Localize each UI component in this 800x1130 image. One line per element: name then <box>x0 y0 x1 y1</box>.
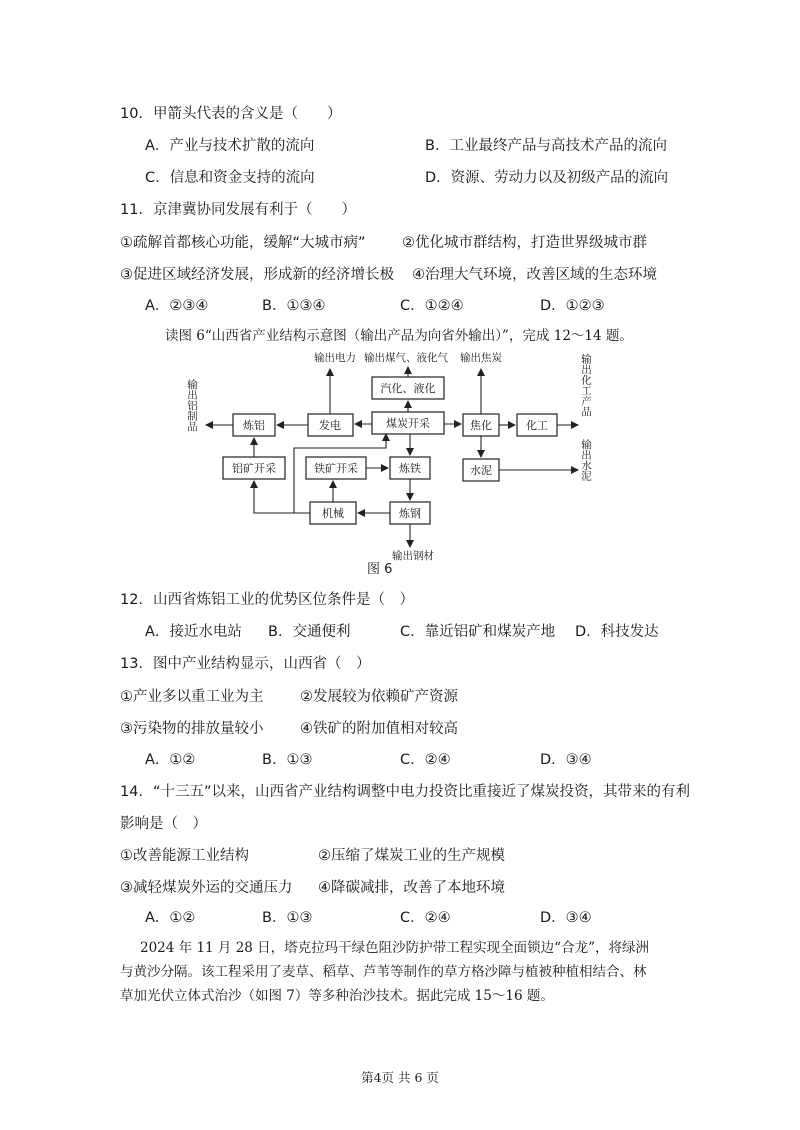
q11-option-d: D．①②③ <box>540 298 605 314</box>
box-gasify-label: 汽化、液化 <box>380 382 436 395</box>
box-machinery-label: 机械 <box>322 507 344 520</box>
label-export-chemical: 输出化工产品 <box>580 353 592 417</box>
q12-stem: 12．山西省炼铝工业的优势区位条件是（ ） <box>120 592 414 608</box>
q10-option-a: A．产业与技术扩散的流向 <box>145 138 315 154</box>
q10-option-d: D．资源、劳动力以及初级产品的流向 <box>425 170 669 186</box>
label-export-power: 输出电力 <box>314 352 356 364</box>
label-export-coke: 输出焦炭 <box>460 352 502 364</box>
q14-item-3: ③减轻煤炭外运的交通压力 <box>120 880 293 896</box>
q11-stem: 11．京津冀协同发展有利于（ ） <box>120 202 356 218</box>
q14-option-c: C．②④ <box>400 910 451 926</box>
q13-option-b: B．①③ <box>262 752 313 768</box>
intro-15-16-line-3: 草加光伏立体式治沙（如图 7）等多种治沙技术。据此完成 15～16 题。 <box>120 988 554 1004</box>
q11-option-a: A．②③④ <box>145 298 209 314</box>
q13-item-2: ②发展较为依赖矿产资源 <box>300 689 458 705</box>
q11-option-c: C．①②④ <box>400 298 464 314</box>
q14-option-b: B．①③ <box>262 910 313 926</box>
industry-structure-diagram <box>0 345 800 585</box>
page-footer: 第4页 共 6 页 <box>361 1070 439 1085</box>
intro-15-16-line-1: 2024 年 11 月 28 日，塔克拉玛干绿色阻沙防护带工程实现全面锁边“合龙”，将绿洲 <box>140 940 649 956</box>
q13-option-c: C．②④ <box>400 752 451 768</box>
intro-12-14: 读图 6“山西省产业结构示意图（输出产品为向省外输出）”，完成 12～14 题。 <box>165 328 633 344</box>
q11-item-4: ④治理大气环境，改善区域的生态环境 <box>412 267 657 283</box>
box-iron-label: 炼铁 <box>399 462 421 475</box>
q13-item-3: ③污染物的排放量较小 <box>120 721 264 737</box>
box-steel-label: 炼钢 <box>399 507 421 520</box>
q11-item-2: ②优化城市群结构，打造世界级城市群 <box>402 235 647 251</box>
q11-option-b: B．①③④ <box>262 298 326 314</box>
figure-caption: 图 6 <box>367 562 393 577</box>
box-cement-label: 水泥 <box>470 464 492 477</box>
q14-stem-line-2: 影响是（ ） <box>120 816 207 832</box>
q10-option-b: B．工业最终产品与高技术产品的流向 <box>425 138 667 154</box>
label-export-cement: 输出水泥 <box>580 439 592 481</box>
intro-15-16-line-2: 与黄沙分隔。该工程采用了麦草、稻草、芦苇等制作的草方格沙障与植被种植相结合、林 <box>120 964 647 980</box>
box-aluminum-smelt-label: 炼铝 <box>243 419 265 432</box>
q13-item-1: ①产业多以重工业为主 <box>120 689 264 705</box>
q13-option-a: A．①② <box>145 752 196 768</box>
box-chemical-label: 化工 <box>526 419 548 432</box>
box-al-mining-label: 铝矿开采 <box>232 462 276 475</box>
q12-option-c: C．靠近铝矿和煤炭产地 <box>400 624 556 640</box>
q11-item-3: ③促进区域经济发展，形成新的经济增长极 <box>120 267 394 283</box>
label-export-aluminum: 输出铝制品 <box>186 378 198 432</box>
q12-option-b: B．交通便利 <box>268 624 351 640</box>
box-power-label: 发电 <box>319 419 341 432</box>
q10-option-c: C．信息和资金支持的流向 <box>145 170 315 186</box>
q14-item-4: ④降碳减排，改善了本地环境 <box>318 880 505 896</box>
label-export-steel: 输出钢材 <box>392 550 434 562</box>
q13-item-4: ④铁矿的附加值相对较高 <box>300 721 458 737</box>
q14-option-d: D．③④ <box>540 910 592 926</box>
q10-stem: 10．甲箭头代表的含义是（ ） <box>120 106 342 122</box>
q14-item-2: ②压缩了煤炭工业的生产规模 <box>318 848 505 864</box>
label-export-gas: 输出煤气、液化气 <box>364 352 448 364</box>
q13-stem: 13．图中产业结构显示，山西省（ ） <box>120 656 371 672</box>
q14-item-1: ①改善能源工业结构 <box>120 848 249 864</box>
box-coal-mining-label: 煤炭开采 <box>386 417 430 430</box>
q14-option-a: A．①② <box>145 910 196 926</box>
box-fe-mining-label: 铁矿开采 <box>314 462 358 475</box>
q12-option-a: A．接近水电站 <box>145 624 242 640</box>
box-coking-label: 焦化 <box>470 419 492 432</box>
q14-stem-line-1: 14．“十三五”以来，山西省产业结构调整中电力投资比重接近了煤炭投资，其带来的有利 <box>120 784 690 800</box>
q11-item-1: ①疏解首都核心功能，缓解“大城市病” <box>120 235 366 251</box>
q13-option-d: D．③④ <box>540 752 592 768</box>
q12-option-d: D．科技发达 <box>575 624 659 640</box>
